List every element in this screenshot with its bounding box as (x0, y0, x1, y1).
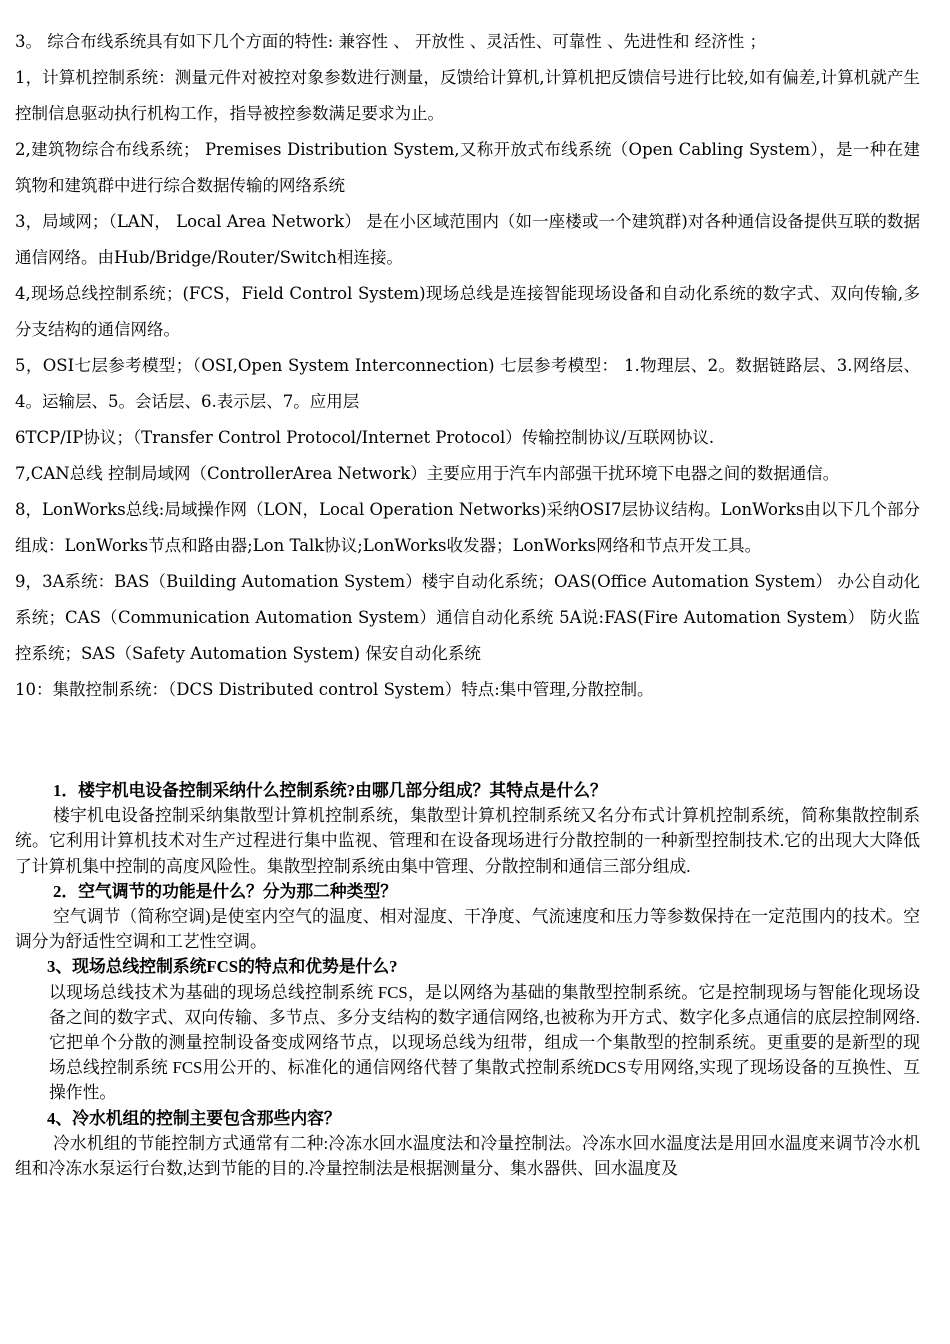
definition-paragraph-3a-system: 9，3A系统：BAS（Building Automation System）楼宇自动化系统；OAS(Office Automation System） 办公自动化系统；CAS（Communication Automation System）通信自动化系统 5A说:FAS(Fire Automation System） 防火监控系统；SAS（Safety Automation System) 保安自动化系统 (15, 572, 920, 663)
definition-paragraph-lonworks: 8，LonWorks总线:局域操作网（LON，Local Operation Networks)采纳OSI7层协议结构。LonWorks由以下几个部分组成：LonWorks节点和路由器;Lon Talk协议;LonWorks收发器；LonWorks网络和节点开发工具。 (15, 500, 920, 555)
definition-paragraph-premises-distribution: 2,建筑物综合布线系统； Premises Distribution System,又称开放式布线系统（Open Cabling System），是一种在建筑物和建筑群中进行综合数据传输的网络系统 (15, 140, 920, 195)
definition-paragraph-fcs: 4,现场总线控制系统；(FCS，Field Control System)现场总线是连接智能现场设备和自动化系统的数字式、双向传输,多分支结构的通信网络。 (15, 284, 920, 339)
definitions-section (15, 24, 920, 708)
question-heading: 4、冷水机组的控制主要包含那些内容？ (47, 1108, 341, 1128)
answer-paragraph: 空气调节（简称空调)是使室内空气的温度、相对湿度、干净度、气流速度和压力等参数保持在一定范围内的技术。空调分为舒适性空调和工艺性空调。 (15, 907, 920, 952)
definition-paragraph-osi: 5，OSI七层参考模型；（OSI,Open System Interconnection) 七层参考模型： 1.物理层、2。数据链路层、3.网络层、4。运输层、5。会话层、6.表示层、7。应用层 (15, 356, 920, 411)
definition-paragraph-can-bus: 7,CAN总线 控制局域网（ControllerArea Network）主要应用于汽车内部强干扰环境下电器之间的数据通信。 (15, 464, 840, 483)
definition-paragraph-tcpip: 6TCP/IP协议；（Transfer Control Protocol/Internet Protocol）传输控制协议/互联网协议. (15, 428, 715, 447)
question-heading: 1．楼宇机电设备控制采纳什么控制系统?由哪几部分组成？其特点是什么？ (53, 781, 607, 800)
qa-section (15, 778, 920, 1181)
definition-paragraph-features: 3。 综合布线系统具有如下几个方面的特性: 兼容性 、 开放性 、灵活性、可靠性 、先进性和 经济性 ； (15, 32, 767, 51)
question-heading: 2．空气调节的功能是什么？分为那二种类型？ (53, 881, 398, 901)
answer-paragraph: 冷水机组的节能控制方式通常有二种:冷冻水回水温度法和冷量控制法。冷冻水回水温度法是用回水温度来调节冷水机组和冷冻水泵运行台数,达到节能的目的.冷量控制法是根据测量分、集水器供、回水温度及 (15, 1133, 920, 1179)
question-heading: 3、现场总线控制系统FCS的特点和优势是什么? (47, 957, 398, 977)
answer-paragraph: 楼宇机电设备控制采纳集散型计算机控制系统，集散型计算机控制系统又名分布式计算机控制系统，简称集散控制系统。它利用计算机技术对生产过程进行集中监视、管理和在设备现场进行分散控制的一种新型控制技术.它的出现大大降低了计算机集中控制的高度风险性。集散型控制系统由集中管理、分散控制和通信三部分组成. (15, 806, 920, 876)
definition-paragraph-dcs: 10：集散控制系统：（DCS Distributed control System）特点:集中管理,分散控制。 (15, 680, 654, 699)
definition-paragraph-computer-control: 1，计算机控制系统：测量元件对被控对象参数进行测量，反馈给计算机,计算机把反馈信号进行比较,如有偏差,计算机就产生控制信息驱动执行机构工作，指导被控参数满足要求为止。 (15, 68, 920, 123)
answer-paragraph: 以现场总线技术为基础的现场总线控制系统 FCS，是以网络为基础的集散型控制系统。它是控制现场与智能化现场设备之间的数字式、双向传输、多节点、多分支结构的数字通信网络,也被称为开方式、数字化多点通信的底层控制网络.它把单个分散的测量控制设备变成网络节点，以现场总线为纽带，组成一个集散型的控制系统。更重要的是新型的现场总线控制系统 FCS用公开的、标准化的通信网络代替了集散式控制系统DCS专用网络,实现了现场设备的互换性、互操作性。 (49, 982, 920, 1103)
definition-paragraph-lan: 3，局域网；（LAN， Local Area Network） 是在小区域范围内（如一座楼或一个建筑群)对各种通信设备提供互联的数据通信网络。由Hub/Bridge/Router/Switch相连接。 (15, 212, 920, 267)
